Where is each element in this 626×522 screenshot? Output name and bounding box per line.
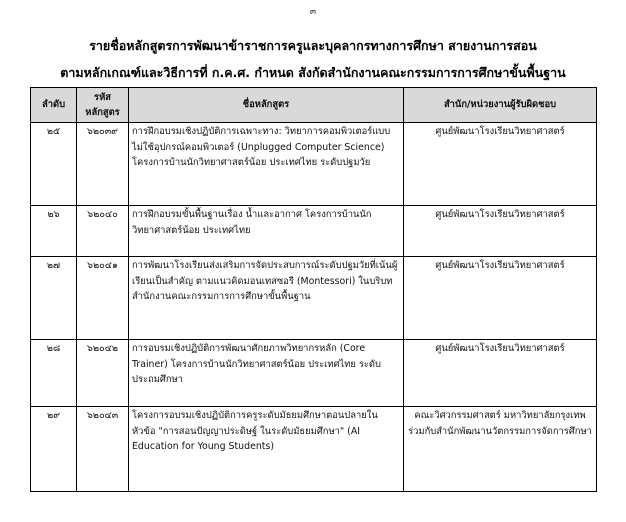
table-row: [31, 123, 597, 206]
cell-course-name: การอบรมเชิงปฏิบัติการพัฒนาศักยภาพวิทยากรหลัก (Core Trainer) โครงการบ้านนักวิทยาศาสตร์น้อย ประเทศไทย ระดับประถมศึกษา: [129, 340, 404, 407]
table-header-row: [31, 88, 597, 123]
table-row: [31, 407, 597, 492]
header-no: ลำดับ: [31, 88, 77, 123]
table-row: [31, 340, 597, 407]
cell-agency: ศูนย์พัฒนาโรงเรียนวิทยาศาสตร์: [404, 206, 597, 257]
cell-course-name: โครงการอบรมเชิงปฏิบัติการครูระดับมัธยมศึกษาตอนปลายในหัวข้อ "การสอนปัญญาประดิษฐ์ ในระดับมัธยมศึกษา" (AI Education for Young Students): [129, 407, 404, 492]
cell-course-name: การฝึกอบรมเชิงปฏิบัติการเฉพาะทาง: วิทยาการคอมพิวเตอร์แบบไม่ใช้อุปกรณ์คอมพิวเตอร์ (Unplugged Computer Science) โครงการบ้านนักวิทยาศาสตร์น้อย ประเทศไทย ระดับปฐมวัย: [129, 123, 404, 206]
cell-code: ๖๒๐๔๒: [77, 340, 129, 407]
cell-no: ๒๘: [31, 340, 77, 407]
cell-no: ๒๗: [31, 257, 77, 340]
table-row: [31, 206, 597, 257]
cell-course-name: การฝึกอบรมขั้นพื้นฐานเรื่อง น้ำและอากาศ โครงการบ้านนักวิทยาศาสตร์น้อย ประเทศไทย: [129, 206, 404, 257]
cell-no: ๒๙: [31, 407, 77, 492]
header-name: ชื่อหลักสูตร: [129, 88, 404, 123]
cell-no: ๒๕: [31, 123, 77, 206]
cell-agency: คณะวิศวกรรมศาสตร์ มหาวิทยาลัยกรุงเทพ ร่วมกับสำนักพัฒนานวัตกรรมการจัดการศึกษา: [404, 407, 597, 492]
cell-agency: ศูนย์พัฒนาโรงเรียนวิทยาศาสตร์: [404, 340, 597, 407]
cell-code: ๖๒๐๔๐: [77, 206, 129, 257]
cell-code: ๖๒๐๔๑: [77, 257, 129, 340]
cell-agency: ศูนย์พัฒนาโรงเรียนวิทยาศาสตร์: [404, 123, 597, 206]
course-table: [30, 87, 597, 492]
cell-no: ๒๖: [31, 206, 77, 257]
page-number: ๓: [309, 7, 317, 17]
cell-course-name: การพัฒนาโรงเรียนส่งเสริมการจัดประสบการณ์ระดับปฐมวัยที่เน้นผู้เรียนเป็นสำคัญ ตามแนวคิดมอนเทสซอรี (Montessori) ในบริบท สำนักงานคณะกรรมการการศึกษาขั้นพื้นฐาน: [129, 257, 404, 340]
header-agency: สำนัก/หน่วยงานผู้รับผิดชอบ: [404, 88, 597, 123]
table-row: [31, 257, 597, 340]
document-title-line-1: รายชื่อหลักสูตรการพัฒนาข้าราชการครูและบุคลากรทางการศึกษา สายงานการสอน: [89, 38, 537, 53]
document-title-line-2: ตามหลักเกณฑ์และวิธีการที่ ก.ค.ศ. กำหนด สังกัดสำนักงานคณะกรรมการการศึกษาขั้นพื้นฐาน: [60, 65, 566, 80]
header-code: รหัส หลักสูตร: [77, 88, 129, 123]
cell-code: ๖๒๐๓๙: [77, 123, 129, 206]
cell-agency: ศูนย์พัฒนาโรงเรียนวิทยาศาสตร์: [404, 257, 597, 340]
cell-code: ๖๒๐๔๓: [77, 407, 129, 492]
